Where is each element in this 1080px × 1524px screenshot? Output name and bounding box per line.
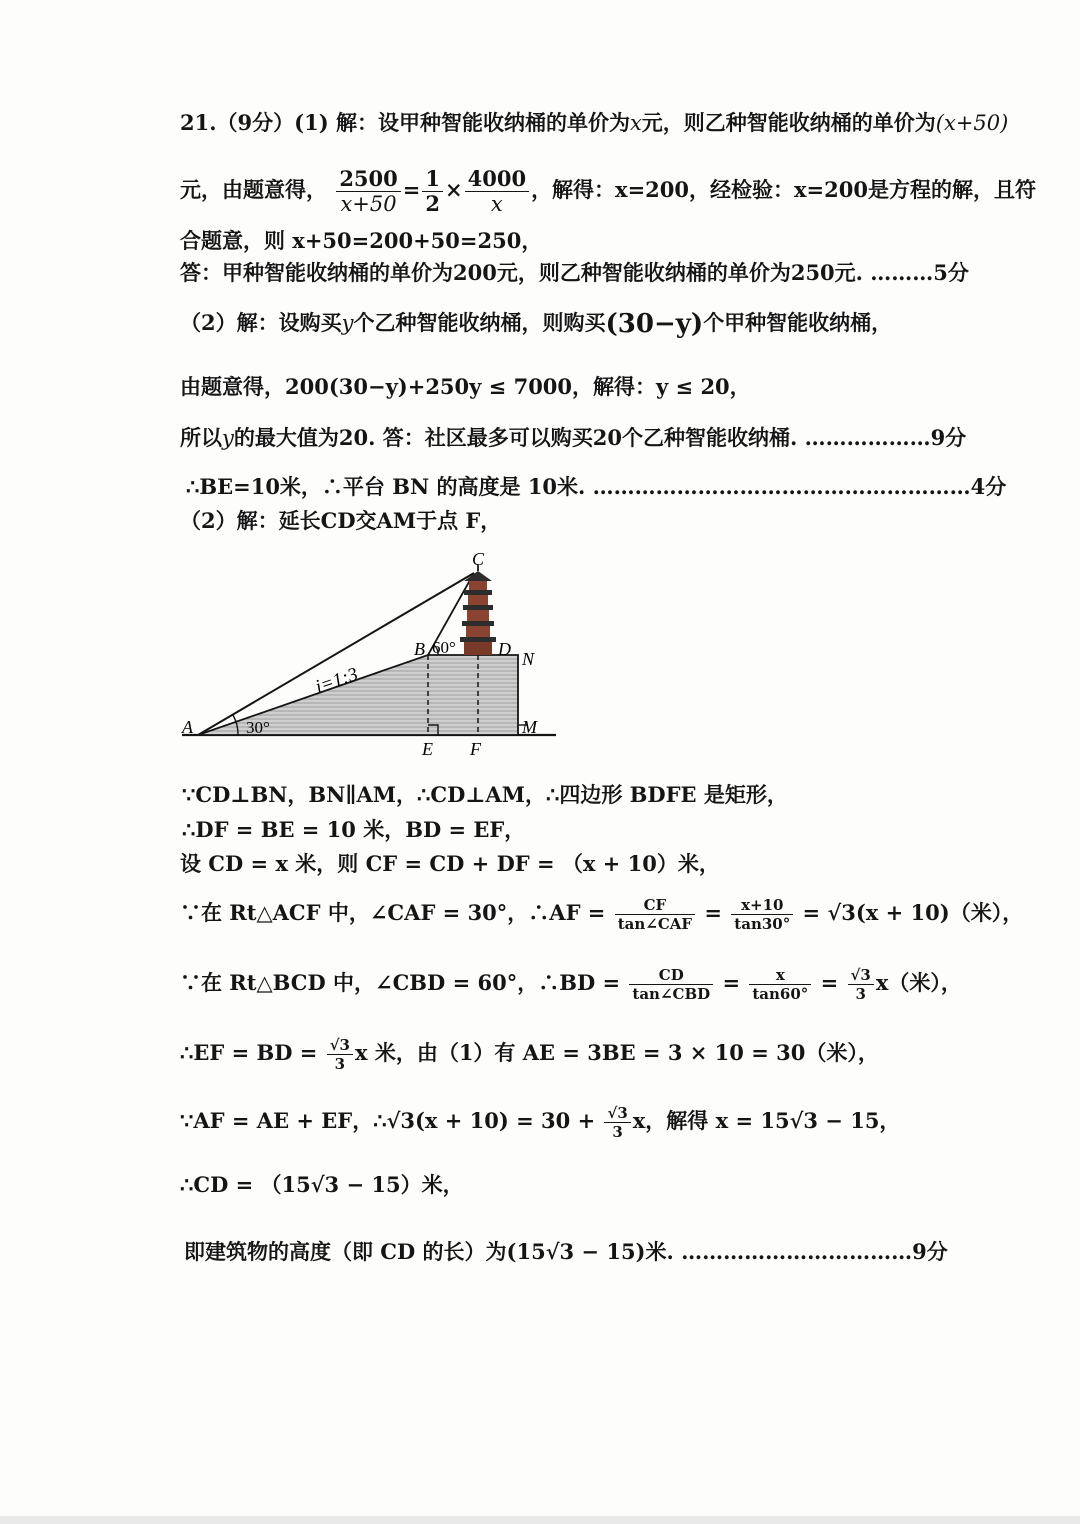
frac-den: 3 bbox=[334, 1055, 346, 1073]
label-m: M bbox=[522, 717, 537, 737]
frac-den: tan∠CAF bbox=[617, 915, 693, 933]
label-slope: i=1:3 bbox=[312, 663, 361, 698]
fraction-x10 bbox=[731, 896, 793, 933]
q21-line-1 bbox=[180, 108, 1008, 138]
label-angle-30: 30° bbox=[246, 718, 270, 737]
frac-num: CD bbox=[629, 966, 713, 985]
frac-num: 1 bbox=[422, 167, 443, 192]
frac-den: 3 bbox=[612, 1123, 623, 1141]
q22-l8-text-b: x 米，由（1）有 AE = 3BE = 3 × 10 = 30（米）， bbox=[354, 1040, 879, 1065]
q22-l9-text-a: ∵AF = AE + EF，∴√3(x + 10) = 30 + bbox=[180, 1108, 603, 1133]
q22-line-6 bbox=[180, 888, 1023, 938]
fraction-x-tan60 bbox=[749, 966, 811, 1003]
q21-l2-text-b: ，解得：x=200，经检验：x=200是方程的解，且符 bbox=[531, 177, 1036, 202]
frac-num: 4000 bbox=[465, 167, 529, 192]
fraction-4000 bbox=[465, 167, 529, 216]
q22-line-9 bbox=[180, 1096, 900, 1146]
q21-line-6: 由题意得，200(30−y)+250y ≤ 7000，解得：y ≤ 20， bbox=[180, 374, 751, 399]
q21-l1-text-a: 21.（9分）(1) 解：设甲种智能收纳桶的单价为 bbox=[180, 110, 630, 135]
q21-l5-var: y bbox=[341, 311, 354, 335]
q21-line-2 bbox=[180, 162, 1036, 218]
q21-l2-text-a: 元，由题意得， bbox=[180, 177, 327, 202]
q21-l5-expr: (30−y) bbox=[605, 309, 704, 339]
frac-den: tan30° bbox=[734, 915, 791, 933]
frac-num: x+10 bbox=[731, 896, 793, 915]
q22-l7-text-a: ∵在 Rt△BCD 中，∠CBD = 60°，∴BD = bbox=[180, 970, 628, 995]
equals: = bbox=[697, 900, 730, 925]
q22-line-2: （2）解：延长CD交AM于点 F， bbox=[180, 508, 502, 533]
q22-line-4: ∴DF = BE = 10 米，BD = EF， bbox=[182, 817, 526, 842]
label-a: A bbox=[182, 717, 193, 737]
label-c: C bbox=[472, 549, 485, 569]
q21-l5-text-b: 个乙种智能收纳桶，则购买 bbox=[353, 310, 606, 335]
label-f: F bbox=[470, 739, 481, 759]
frac-num: √3 bbox=[604, 1104, 630, 1123]
equals: = bbox=[402, 177, 421, 202]
q22-l6-text-b: = √3(x + 10)（米）， bbox=[795, 900, 1024, 925]
frac-den: tan∠CBD bbox=[632, 985, 711, 1003]
q22-line-10: ∴CD = （15√3 − 15）米， bbox=[180, 1172, 464, 1197]
q21-line-3: 合题意，则 x+50=200+50=250， bbox=[180, 228, 543, 253]
fraction-cd bbox=[629, 966, 713, 1003]
q21-l1-text-b: 元，则乙种智能收纳桶的单价为 bbox=[641, 110, 936, 135]
q22-l7-text-b: x（米）， bbox=[875, 970, 962, 995]
frac-num: x bbox=[749, 966, 811, 985]
fraction-2500 bbox=[336, 167, 400, 216]
q22-line-11: 即建筑物的高度（即 CD 的长）为(15√3 − 15)米. ……………………………9分 bbox=[184, 1239, 948, 1264]
q21-l1-expr: (x+50) bbox=[935, 111, 1009, 135]
q22-line-3: ∵CD⊥BN，BN∥AM，∴CD⊥AM，∴四边形 BDFE 是矩形， bbox=[182, 782, 788, 807]
q21-l7-text-a: 所以 bbox=[180, 425, 222, 450]
frac-den: x+50 bbox=[340, 192, 397, 216]
q21-l5-text-c: 个甲种智能收纳桶， bbox=[703, 310, 893, 335]
q22-line-5: 设 CD = x 米，则 CF = CD + DF = （x + 10）米， bbox=[180, 851, 720, 876]
q21-line-5 bbox=[180, 308, 892, 339]
q22-line-7 bbox=[180, 958, 962, 1008]
q22-line-8 bbox=[180, 1028, 879, 1078]
frac-num: 2500 bbox=[336, 167, 400, 192]
q22-l6-text-a: ∵在 Rt△ACF 中，∠CAF = 30°，∴AF = bbox=[180, 900, 613, 925]
fraction-sqrt3-3 bbox=[604, 1104, 630, 1141]
frac-den: 3 bbox=[855, 985, 866, 1003]
q22-line-1: ∴BE=10米，∴平台 BN 的高度是 10米. ………………………………………………4分 bbox=[186, 474, 1007, 499]
fraction-half bbox=[422, 167, 443, 216]
frac-den: 2 bbox=[425, 191, 440, 216]
fraction-cf bbox=[615, 896, 695, 933]
q21-l7-var: y bbox=[222, 426, 234, 450]
equals: = bbox=[813, 970, 846, 995]
q21-l1-var: x bbox=[629, 111, 642, 135]
label-d: D bbox=[498, 639, 511, 659]
frac-den: x bbox=[490, 192, 503, 216]
equals: = bbox=[715, 970, 748, 995]
fraction-sqrt3-3 bbox=[327, 1036, 353, 1073]
q22-l8-text-a: ∴EF = BD = bbox=[180, 1040, 325, 1065]
frac-num: √3 bbox=[848, 966, 874, 985]
q21-l7-text-b: 的最大值为20. 答：社区最多可以购买20个乙种智能收纳桶. ………………9分 bbox=[233, 425, 967, 450]
q21-line-4: 答：甲种智能收纳桶的单价为200元，则乙种智能收纳桶的单价为250元. ………5分 bbox=[180, 260, 969, 285]
frac-den: tan60° bbox=[752, 985, 809, 1003]
label-angle-60: 60° bbox=[432, 638, 456, 657]
fraction-sqrt3-3 bbox=[848, 966, 874, 1003]
label-e: E bbox=[422, 739, 433, 759]
q22-l9-text-b: x，解得 x = 15√3 − 15， bbox=[632, 1108, 901, 1133]
scan-bottom-edge bbox=[0, 1516, 1080, 1524]
q21-l5-text-a: （2）解：设购买 bbox=[180, 310, 342, 335]
label-b: B bbox=[414, 639, 425, 659]
geometry-diagram bbox=[176, 545, 566, 765]
times: × bbox=[445, 177, 463, 202]
frac-num: √3 bbox=[327, 1036, 353, 1055]
label-n: N bbox=[522, 649, 535, 669]
q21-line-7 bbox=[180, 423, 966, 453]
frac-num: CF bbox=[615, 896, 695, 915]
